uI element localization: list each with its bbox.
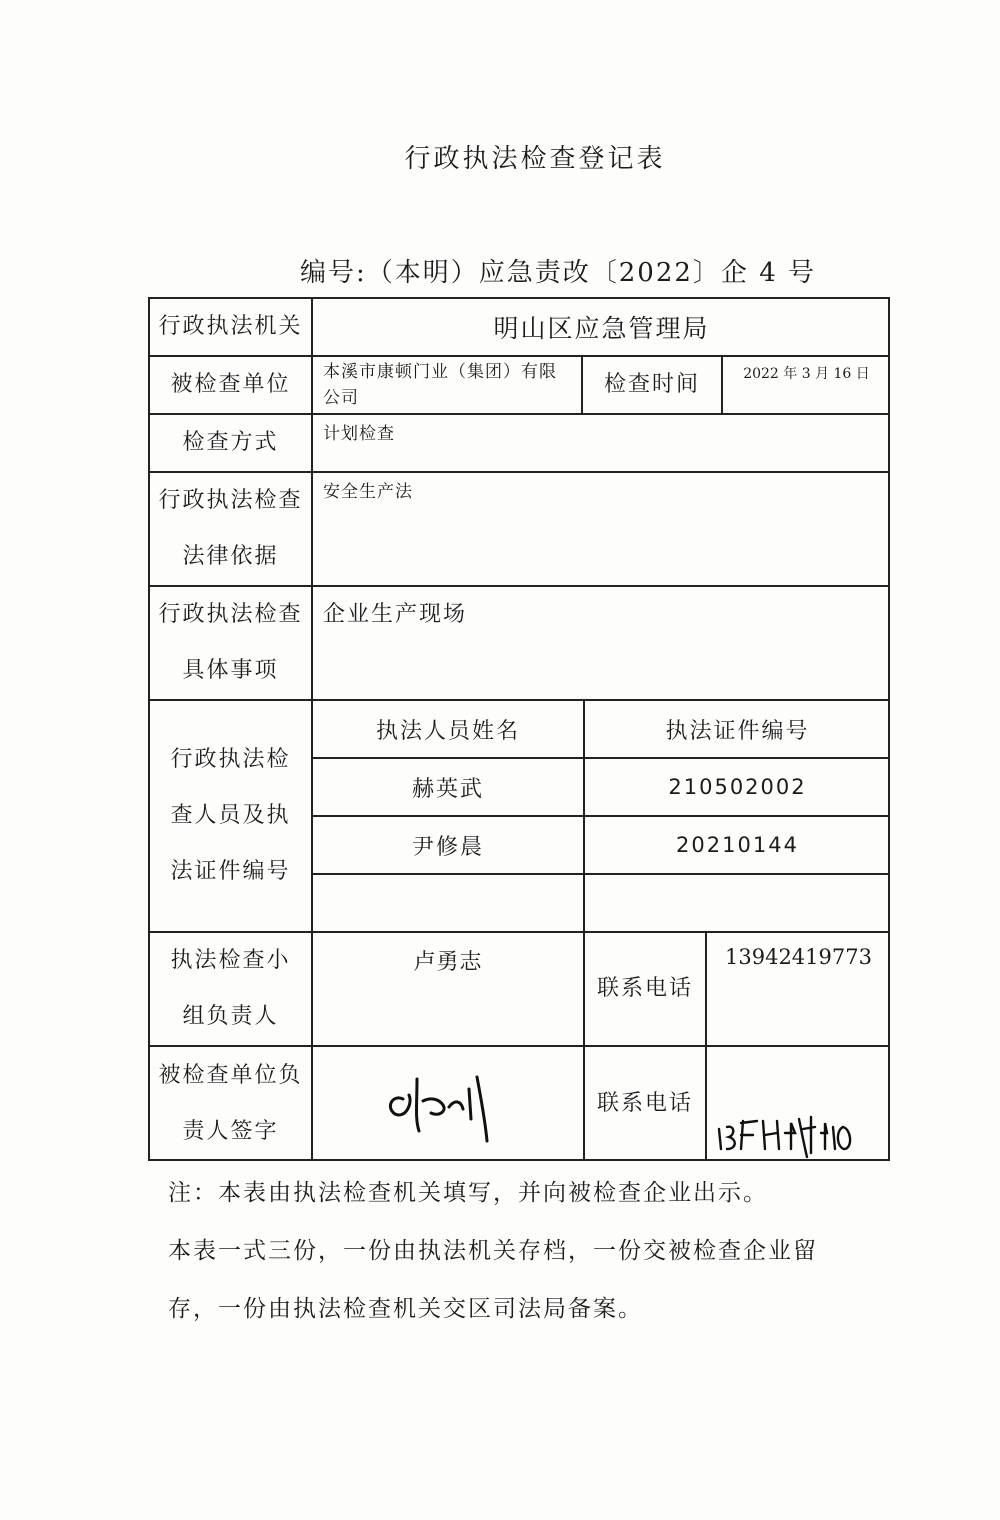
- document-title: 行政执法检查登记表: [404, 144, 666, 174]
- agency-value: 明山区应急管理局: [311, 297, 890, 355]
- note-line-2: 本表一式三份，一份由执法机关存档，一份交被检查企业留: [168, 1238, 818, 1264]
- items-value: 企业生产现场: [311, 585, 890, 699]
- personnel-cert-3: [583, 873, 890, 931]
- method-label: 检查方式: [148, 413, 311, 471]
- handwritten-phone-icon: [711, 1049, 881, 1159]
- agency-label: 行政执法机关: [148, 297, 311, 355]
- method-value: 计划检查: [311, 413, 890, 471]
- leader-phone-label: 联系电话: [583, 931, 705, 1045]
- note-line-1: 注：本表由执法检查机关填写，并向被检查企业出示。: [168, 1180, 768, 1206]
- personnel-name-1: 赫英武: [311, 757, 583, 815]
- personnel-header-name: 执法人员姓名: [311, 699, 583, 757]
- items-label: 行政执法检查 具体事项: [148, 585, 311, 699]
- legal-basis-label: 行政执法检查 法律依据: [148, 471, 311, 585]
- personnel-cert-1: 210502002: [583, 757, 890, 815]
- personnel-name-2: 尹修晨: [311, 815, 583, 873]
- personnel-cert-2: 20210144: [583, 815, 890, 873]
- signer-phone-cell: [705, 1045, 890, 1161]
- registration-form: [148, 297, 890, 1161]
- inspection-time-value: 2022 年 3 月 16 日: [721, 355, 890, 413]
- leader-phone: 13942419773: [705, 931, 890, 1045]
- personnel-label: 行政执法检 查人员及执 法证件编号: [148, 699, 311, 931]
- personnel-name-3: [311, 873, 583, 931]
- signer-signature-cell: [311, 1045, 583, 1161]
- inspection-time-label: 检查时间: [581, 355, 721, 413]
- note-line-3: 存，一份由执法检查机关交区司法局备案。: [168, 1296, 643, 1322]
- leader-label: 执法检查小 组负责人: [148, 931, 311, 1045]
- personnel-header-cert: 执法证件编号: [583, 699, 890, 757]
- leader-name: 卢勇志: [311, 931, 583, 1045]
- inspected-unit-label: 被检查单位: [148, 355, 311, 413]
- legal-basis-value: 安全生产法: [311, 471, 890, 585]
- signer-phone-label: 联系电话: [583, 1045, 705, 1161]
- handwritten-signature-icon: [373, 1059, 513, 1149]
- inspected-unit-value: 本溪市康顿门业（集团）有限公司: [311, 355, 581, 413]
- signer-label: 被检查单位负 责人签字: [148, 1045, 311, 1161]
- document-number: 编号:（本明）应急责改〔2022〕企 4 号: [300, 258, 816, 288]
